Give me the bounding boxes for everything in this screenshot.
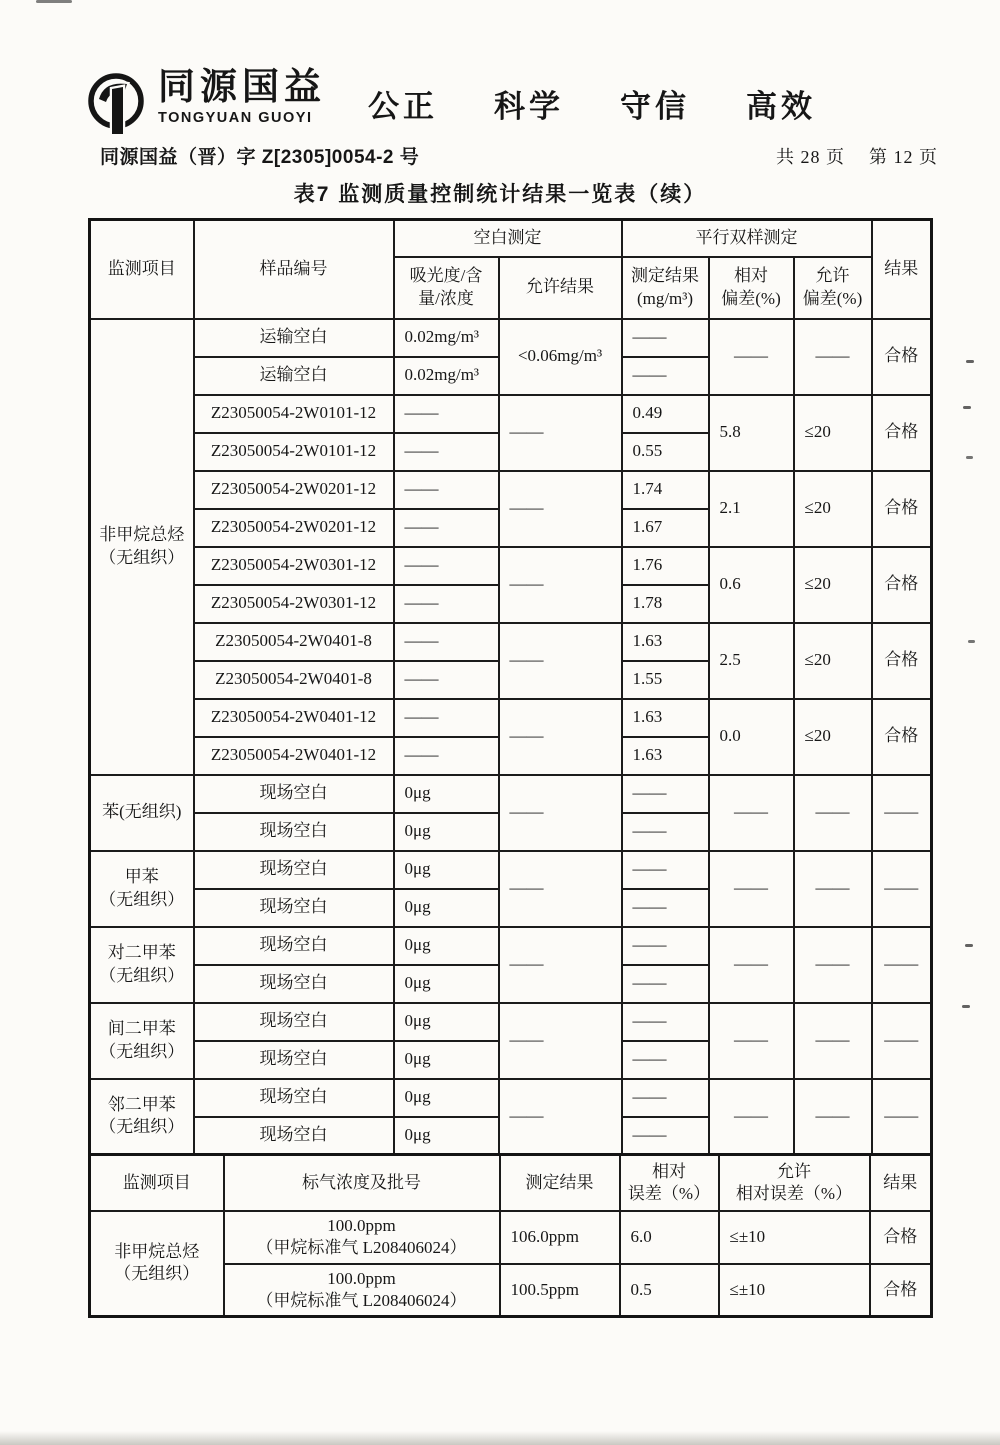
header-relative-deviation: 相对 偏差(%) bbox=[709, 257, 794, 319]
result-cell: 合格 bbox=[870, 1264, 932, 1317]
monitored-item-cell: 间二甲苯 （无组织） bbox=[90, 1003, 194, 1079]
allowed-deviation-cell: —— bbox=[794, 319, 872, 395]
sample-id-cell: Z23050054-2W0401-12 bbox=[194, 699, 394, 737]
sample-id-cell: 现场空白 bbox=[194, 965, 394, 1003]
scan-mark bbox=[966, 456, 973, 459]
blank-value-cell: —— bbox=[394, 737, 499, 775]
allowed-result-cell: —— bbox=[499, 1003, 622, 1079]
current-page: 第 12 页 bbox=[869, 147, 938, 167]
blank-value-cell: 0μg bbox=[394, 775, 499, 813]
blank-value-cell: —— bbox=[394, 585, 499, 623]
relative-deviation-cell: 2.5 bbox=[709, 623, 794, 699]
allowed-result-cell: —— bbox=[499, 1079, 622, 1155]
allowed-deviation-cell: —— bbox=[794, 851, 872, 927]
sample-id-cell: Z23050054-2W0301-12 bbox=[194, 547, 394, 585]
result-cell: 合格 bbox=[870, 1211, 932, 1264]
header-standard-gas: 标气浓度及批号 bbox=[224, 1155, 500, 1211]
header-result: 结果 bbox=[872, 220, 932, 319]
monitored-item-cell: 苯(无组织) bbox=[90, 775, 194, 851]
allowed-result-cell: —— bbox=[499, 395, 622, 471]
blank-value-cell: 0.02mg/m³ bbox=[394, 357, 499, 395]
blank-value-cell: 0μg bbox=[394, 927, 499, 965]
blank-value-cell: —— bbox=[394, 471, 499, 509]
scan-mark bbox=[968, 640, 975, 643]
header-monitored-item: 监测项目 bbox=[90, 220, 194, 319]
header-sample-id: 样品编号 bbox=[194, 220, 394, 319]
allowed-result-cell: —— bbox=[499, 547, 622, 623]
measured-result-cell: —— bbox=[622, 851, 709, 889]
measured-result-cell: —— bbox=[622, 813, 709, 851]
measured-result-cell: 1.63 bbox=[622, 737, 709, 775]
slogan-efficiency: 高效 bbox=[746, 89, 816, 124]
blank-value-cell: —— bbox=[394, 433, 499, 471]
result-cell: 合格 bbox=[872, 623, 932, 699]
slogan-row bbox=[368, 81, 816, 126]
logo-text bbox=[158, 68, 326, 126]
allowed-deviation-cell: ≤20 bbox=[794, 699, 872, 775]
allowed-deviation-cell: —— bbox=[794, 775, 872, 851]
scan-mark bbox=[965, 944, 973, 947]
header-relative-error: 相对 误差（%） bbox=[620, 1155, 719, 1211]
measured-result-cell: 100.5ppm bbox=[500, 1264, 620, 1317]
sample-id-cell: Z23050054-2W0201-12 bbox=[194, 471, 394, 509]
doc-number-line bbox=[100, 142, 938, 169]
blank-value-cell: —— bbox=[394, 547, 499, 585]
measured-result-cell: —— bbox=[622, 889, 709, 927]
blank-value-cell: —— bbox=[394, 661, 499, 699]
sample-id-cell: Z23050054-2W0401-8 bbox=[194, 623, 394, 661]
relative-error-cell: 6.0 bbox=[620, 1211, 719, 1264]
qc-table-standard-gas bbox=[88, 1153, 933, 1318]
allowed-deviation-cell: ≤20 bbox=[794, 623, 872, 699]
relative-error-cell: 0.5 bbox=[620, 1264, 719, 1317]
logo-chinese-name: 同源国益 bbox=[158, 66, 326, 107]
sample-id-cell: Z23050054-2W0401-8 bbox=[194, 661, 394, 699]
allowed-result-cell: —— bbox=[499, 851, 622, 927]
relative-deviation-cell: —— bbox=[709, 1079, 794, 1155]
scan-smudge bbox=[36, 0, 72, 3]
allowed-result-cell: —— bbox=[499, 775, 622, 851]
tables-block bbox=[88, 218, 933, 1318]
sample-id-cell: Z23050054-2W0301-12 bbox=[194, 585, 394, 623]
result-cell: 合格 bbox=[872, 395, 932, 471]
measured-result-cell: 1.74 bbox=[622, 471, 709, 509]
sample-id-cell: 现场空白 bbox=[194, 1003, 394, 1041]
relative-deviation-cell: —— bbox=[709, 851, 794, 927]
blank-value-cell: 0.02mg/m³ bbox=[394, 319, 499, 357]
header-monitored-item: 监测项目 bbox=[90, 1155, 224, 1211]
allowed-deviation-cell: —— bbox=[794, 1079, 872, 1155]
blank-value-cell: 0μg bbox=[394, 851, 499, 889]
total-pages: 共 28 页 bbox=[776, 147, 845, 167]
blank-value-cell: —— bbox=[394, 623, 499, 661]
blank-value-cell: 0μg bbox=[394, 1003, 499, 1041]
measured-result-cell: 1.55 bbox=[622, 661, 709, 699]
result-cell: —— bbox=[872, 1079, 932, 1155]
sample-id-cell: 运输空白 bbox=[194, 319, 394, 357]
measured-result-cell: 1.76 bbox=[622, 547, 709, 585]
sample-id-cell: 现场空白 bbox=[194, 851, 394, 889]
sample-id-cell: Z23050054-2W0401-12 bbox=[194, 737, 394, 775]
measured-result-cell: 106.0ppm bbox=[500, 1211, 620, 1264]
standard-gas-cell: 100.0ppm （甲烷标准气 L208406024） bbox=[224, 1211, 500, 1264]
measured-result-cell: —— bbox=[622, 1041, 709, 1079]
slogan-integrity: 守信 bbox=[620, 89, 690, 124]
blank-value-cell: 0μg bbox=[394, 1079, 499, 1117]
logo-english-name: TONGYUAN GUOYI bbox=[158, 109, 313, 126]
relative-deviation-cell: —— bbox=[709, 775, 794, 851]
blank-value-cell: 0μg bbox=[394, 813, 499, 851]
allowed-result-cell: <0.06mg/m³ bbox=[499, 319, 622, 395]
measured-result-cell: —— bbox=[622, 1003, 709, 1041]
slogan-fairness: 公正 bbox=[368, 89, 438, 124]
logo-circle-one-icon bbox=[86, 68, 150, 142]
result-cell: —— bbox=[872, 927, 932, 1003]
monitored-item-cell: 邻二甲苯 （无组织） bbox=[90, 1079, 194, 1155]
header-allowed-relative-error: 允许 相对误差（%） bbox=[719, 1155, 870, 1211]
header-allowed-result: 允许结果 bbox=[499, 257, 622, 319]
relative-deviation-cell: 5.8 bbox=[709, 395, 794, 471]
result-cell: 合格 bbox=[872, 319, 932, 395]
allowed-deviation-cell: —— bbox=[794, 927, 872, 1003]
allowed-result-cell: —— bbox=[499, 699, 622, 775]
header-blank-group: 空白测定 bbox=[394, 220, 622, 257]
relative-deviation-cell: —— bbox=[709, 1003, 794, 1079]
measured-result-cell: 1.63 bbox=[622, 699, 709, 737]
page-indicator bbox=[776, 143, 938, 169]
allowed-result-cell: —— bbox=[499, 623, 622, 699]
slogan-science: 科学 bbox=[494, 89, 564, 124]
allowed-relative-error-cell: ≤±10 bbox=[719, 1211, 870, 1264]
monitored-item-cell: 非甲烷总烃 （无组织） bbox=[90, 319, 194, 775]
allowed-result-cell: —— bbox=[499, 471, 622, 547]
sample-id-cell: Z23050054-2W0201-12 bbox=[194, 509, 394, 547]
sample-id-cell: Z23050054-2W0101-12 bbox=[194, 395, 394, 433]
allowed-deviation-cell: ≤20 bbox=[794, 547, 872, 623]
measured-result-cell: —— bbox=[622, 1117, 709, 1155]
measured-result-cell: —— bbox=[622, 927, 709, 965]
sample-id-cell: 现场空白 bbox=[194, 927, 394, 965]
measured-result-cell: 0.49 bbox=[622, 395, 709, 433]
header-result: 结果 bbox=[870, 1155, 932, 1211]
result-cell: 合格 bbox=[872, 471, 932, 547]
standard-gas-cell: 100.0ppm （甲烷标准气 L208406024） bbox=[224, 1264, 500, 1317]
relative-deviation-cell: 0.6 bbox=[709, 547, 794, 623]
blank-value-cell: 0μg bbox=[394, 965, 499, 1003]
scan-mark bbox=[962, 1005, 970, 1008]
header-measured-result: 测定结果 (mg/m³) bbox=[622, 257, 709, 319]
monitored-item-cell: 对二甲苯 （无组织） bbox=[90, 927, 194, 1003]
measured-result-cell: 0.55 bbox=[622, 433, 709, 471]
sample-id-cell: 现场空白 bbox=[194, 1079, 394, 1117]
result-cell: —— bbox=[872, 775, 932, 851]
scan-bottom-shadow bbox=[0, 1431, 1000, 1445]
sample-id-cell: Z23050054-2W0101-12 bbox=[194, 433, 394, 471]
sample-id-cell: 现场空白 bbox=[194, 813, 394, 851]
header-allowed-deviation: 允许 偏差(%) bbox=[794, 257, 872, 319]
blank-value-cell: 0μg bbox=[394, 1117, 499, 1155]
scan-mark bbox=[963, 406, 971, 409]
blank-value-cell: —— bbox=[394, 509, 499, 547]
blank-value-cell: 0μg bbox=[394, 889, 499, 927]
allowed-result-cell: —— bbox=[499, 927, 622, 1003]
allowed-deviation-cell: —— bbox=[794, 1003, 872, 1079]
company-logo bbox=[86, 68, 326, 142]
monitored-item-cell: 甲苯 （无组织） bbox=[90, 851, 194, 927]
header-measured-result: 测定结果 bbox=[500, 1155, 620, 1211]
sample-id-cell: 现场空白 bbox=[194, 1041, 394, 1079]
allowed-deviation-cell: ≤20 bbox=[794, 395, 872, 471]
relative-deviation-cell: 0.0 bbox=[709, 699, 794, 775]
measured-result-cell: —— bbox=[622, 319, 709, 357]
sample-id-cell: 现场空白 bbox=[194, 889, 394, 927]
allowed-relative-error-cell: ≤±10 bbox=[719, 1264, 870, 1317]
measured-result-cell: —— bbox=[622, 965, 709, 1003]
measured-result-cell: 1.63 bbox=[622, 623, 709, 661]
measured-result-cell: —— bbox=[622, 357, 709, 395]
relative-deviation-cell: —— bbox=[709, 927, 794, 1003]
result-cell: —— bbox=[872, 851, 932, 927]
allowed-deviation-cell: ≤20 bbox=[794, 471, 872, 547]
result-cell: 合格 bbox=[872, 547, 932, 623]
blank-value-cell: —— bbox=[394, 395, 499, 433]
blank-value-cell: 0μg bbox=[394, 1041, 499, 1079]
relative-deviation-cell: 2.1 bbox=[709, 471, 794, 547]
monitored-item-cell: 非甲烷总烃 （无组织） bbox=[90, 1211, 224, 1317]
sample-id-cell: 运输空白 bbox=[194, 357, 394, 395]
measured-result-cell: —— bbox=[622, 1079, 709, 1117]
blank-value-cell: —— bbox=[394, 699, 499, 737]
measured-result-cell: —— bbox=[622, 775, 709, 813]
result-cell: —— bbox=[872, 1003, 932, 1079]
result-cell: 合格 bbox=[872, 699, 932, 775]
sample-id-cell: 现场空白 bbox=[194, 1117, 394, 1155]
scan-mark bbox=[966, 360, 974, 363]
header-parallel-group: 平行双样测定 bbox=[622, 220, 872, 257]
relative-deviation-cell: —— bbox=[709, 319, 794, 395]
doc-number: 同源国益（晋）字 Z[2305]0054-2 号 bbox=[100, 147, 420, 168]
letterhead bbox=[86, 68, 940, 142]
qc-table-blank-parallel bbox=[88, 218, 933, 1156]
table-title: 表7 监测质量控制统计结果一览表（续） bbox=[293, 183, 707, 206]
sample-id-cell: 现场空白 bbox=[194, 775, 394, 813]
measured-result-cell: 1.67 bbox=[622, 509, 709, 547]
measured-result-cell: 1.78 bbox=[622, 585, 709, 623]
header-absorbance: 吸光度/含 量/浓度 bbox=[394, 257, 499, 319]
